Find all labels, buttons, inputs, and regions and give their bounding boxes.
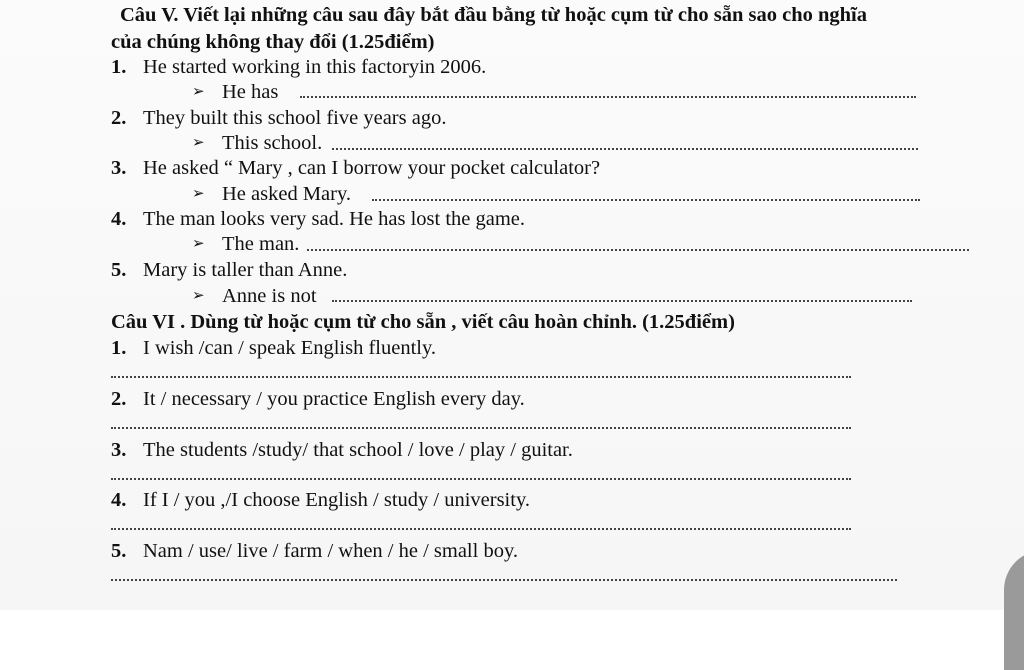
s6-q5-text: Nam / use/ live / farm / when / he / small boy. (143, 540, 518, 562)
s6-question-5 (111, 541, 518, 562)
s6-q4-answer-line[interactable] (111, 528, 851, 530)
arrow-bullet-icon: ➢ (192, 186, 205, 202)
s5-answer-4 (192, 234, 299, 255)
s6-q3-number: 3. (111, 439, 127, 461)
s6-question-3 (111, 440, 573, 461)
s5-question-3 (111, 158, 600, 179)
s5-a5-answer-line[interactable] (332, 300, 912, 302)
s5-q3-number: 3. (111, 157, 127, 179)
s6-q3-text: The students /study/ that school / love / play / guitar. (143, 439, 573, 461)
section-vi-title (111, 312, 735, 333)
s5-question-5 (111, 260, 347, 281)
s6-q5-number: 5. (111, 540, 127, 562)
s5-a3-answer-line[interactable] (372, 199, 920, 201)
s5-question-1 (111, 57, 486, 78)
s6-q3-answer-line[interactable] (111, 478, 851, 480)
s6-q4-text: If I / you ,/I choose English / study / university. (143, 489, 530, 511)
s5-q4-text: The man looks very sad. He has lost the game. (143, 208, 526, 230)
s5-a4-prompt: The man. (222, 233, 300, 255)
s5-a2-answer-line[interactable] (332, 148, 918, 150)
s5-a5-prompt: Anne is not (222, 285, 317, 307)
s6-question-2 (111, 389, 525, 410)
s5-a3-prompt: He asked Mary. (222, 183, 352, 205)
s5-a2-prompt: This school. (222, 132, 323, 154)
s6-question-1 (111, 338, 436, 359)
arrow-bullet-icon: ➢ (192, 236, 205, 252)
arrow-bullet-icon: ➢ (192, 288, 205, 304)
s5-a4-answer-line[interactable] (307, 249, 969, 251)
section-v-title-text2: của chúng không thay đổi (1.25điểm) (111, 31, 435, 53)
s6-q5-answer-line[interactable] (111, 579, 897, 581)
s6-q1-number: 1. (111, 337, 127, 359)
section-v-title-line2 (111, 32, 435, 53)
s5-answer-3 (192, 184, 351, 205)
s5-q4-number: 4. (111, 208, 127, 230)
s6-question-4 (111, 490, 530, 511)
s6-q2-answer-line[interactable] (111, 427, 851, 429)
s5-q2-number: 2. (111, 107, 127, 129)
s5-answer-1 (192, 82, 278, 103)
arrow-bullet-icon: ➢ (192, 135, 205, 151)
section-vi-title-text: Câu VI . Dùng từ hoặc cụm từ cho sẵn , viết câu hoàn chỉnh. (1.25điểm) (111, 311, 735, 333)
s5-answer-2 (192, 133, 322, 154)
s5-a1-prompt: He has (222, 81, 279, 103)
s5-q5-number: 5. (111, 259, 127, 281)
s6-q2-number: 2. (111, 388, 127, 410)
arrow-bullet-icon: ➢ (192, 84, 205, 100)
s5-question-4 (111, 209, 525, 230)
s5-q2-text: They built this school five years ago. (143, 107, 447, 129)
page-corner-shadow (1004, 550, 1024, 670)
s6-q2-text: It / necessary / you practice English every day. (143, 388, 525, 410)
s5-a1-answer-line[interactable] (300, 96, 916, 98)
s5-answer-5 (192, 286, 317, 307)
s5-q1-number: 1. (111, 56, 127, 78)
s5-q3-text: He asked “ Mary , can I borrow your pocket calculator? (143, 157, 601, 179)
s6-q1-text: I wish /can / speak English fluently. (143, 337, 437, 359)
s6-q1-answer-line[interactable] (111, 376, 851, 378)
s6-q4-number: 4. (111, 489, 127, 511)
s5-q5-text: Mary is taller than Anne. (143, 259, 348, 281)
section-v-title-text1: Câu V. Viết lại những câu sau đây bắt đầu bằng từ hoặc cụm từ cho sẵn sao cho nghĩa (120, 4, 867, 26)
s5-q1-text: He started working in this factoryin 2006. (143, 56, 487, 78)
section-v-title-line1 (120, 5, 867, 26)
s5-question-2 (111, 108, 446, 129)
